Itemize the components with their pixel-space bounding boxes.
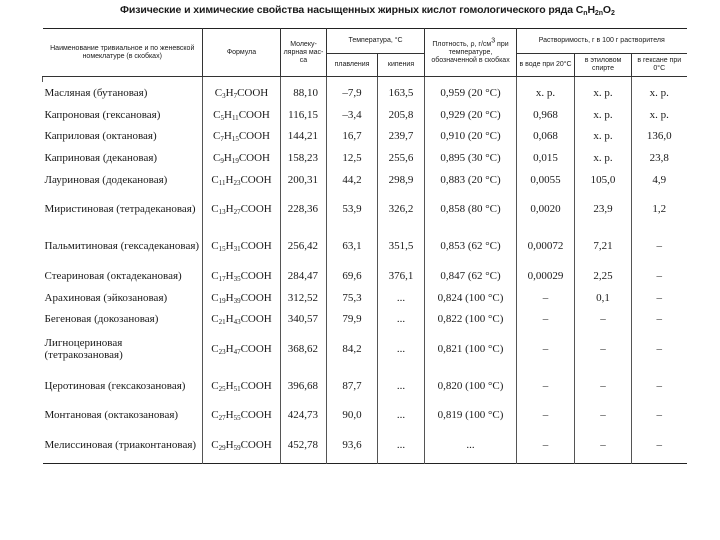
cell-melting: 75,3	[327, 287, 378, 309]
cell-sol-hexane: х. р.	[632, 104, 687, 126]
cell-mass: 452,78	[281, 426, 327, 464]
cell-sol-ethanol: –	[575, 330, 632, 367]
cell-melting: –7,9	[327, 82, 378, 104]
cell-formula: $C_7H_{15}COOH$	[203, 126, 281, 148]
cell-name: Миристиновая (тетрадекановая)	[44, 203, 196, 216]
cell-sol-hexane: 23,8	[632, 147, 687, 169]
cell-density: 0,883 (20 °С)	[425, 169, 517, 191]
cell-formula: $C_5H_{11}COOH$	[203, 104, 281, 126]
cell-boiling: ...	[378, 287, 425, 309]
table-row	[43, 147, 687, 169]
cell-formula: $C_{11}H_{23}COOH$	[203, 169, 281, 191]
table-row	[43, 287, 687, 309]
cell-mass: 424,73	[281, 404, 327, 426]
cell-name: Церотиновая (гексакозановая)	[44, 379, 186, 392]
table-row	[43, 82, 687, 104]
cell-boiling: ...	[378, 404, 425, 426]
cell-melting: 69,6	[327, 265, 378, 287]
cell-melting: 44,2	[327, 169, 378, 191]
header-solubility: Растворимость, г в 100 г растворителя	[517, 29, 687, 54]
cell-formula: $C_{29}H_{59}COOH$	[203, 426, 281, 464]
cell-boiling: 376,1	[378, 265, 425, 287]
cell-sol-hexane: –	[632, 426, 687, 464]
cell-boiling: 205,8	[378, 104, 425, 126]
cell-sol-hexane: 4,9	[632, 169, 687, 191]
cell-boiling: ...	[378, 426, 425, 464]
cell-density: 0,853 (62 °С)	[425, 228, 517, 265]
cell-sol-water: 0,0020	[517, 191, 575, 228]
cell-boiling: 255,6	[378, 147, 425, 169]
cell-sol-water: –	[517, 367, 575, 404]
cell-sol-ethanol: 2,25	[575, 265, 632, 287]
table-row	[43, 191, 687, 228]
cell-sol-ethanol: х. р.	[575, 147, 632, 169]
cell-sol-ethanol: 0,1	[575, 287, 632, 309]
cell-sol-water: х. р.	[517, 82, 575, 104]
cell-name: Лауриновая (додекановая)	[44, 174, 168, 187]
cell-mass: 340,57	[281, 309, 327, 331]
table-title: Физические и химические свойства насыщенных жирных кислот гомологического ряда CnH2nO2	[120, 4, 615, 17]
cell-density: 0,819 (100 °С)	[425, 404, 517, 426]
cell-sol-hexane: –	[632, 309, 687, 331]
cell-boiling: 326,2	[378, 191, 425, 228]
cell-density: 0,847 (62 °С)	[425, 265, 517, 287]
cell-density: 0,824 (100 °С)	[425, 287, 517, 309]
cell-sol-hexane: х. р.	[632, 82, 687, 104]
cell-boiling: 163,5	[378, 82, 425, 104]
cell-mass: 396,68	[281, 367, 327, 404]
cell-mass: 200,31	[281, 169, 327, 191]
cell-melting: 79,9	[327, 309, 378, 331]
cell-name: Каприновая (декановая)	[44, 152, 158, 165]
cell-name: Капроновая (гексановая)	[44, 108, 161, 121]
table-row	[43, 228, 687, 265]
cell-sol-ethanol: 7,21	[575, 228, 632, 265]
table-row	[43, 126, 687, 148]
cell-density: 0,895 (30 °С)	[425, 147, 517, 169]
cell-sol-ethanol: х. р.	[575, 104, 632, 126]
cell-sol-water: 0,068	[517, 126, 575, 148]
cell-name: Бегеновая (докозановая)	[44, 313, 159, 326]
cell-sol-ethanol: х. р.	[575, 82, 632, 104]
cell-sol-hexane: –	[632, 228, 687, 265]
cell-melting: –3,4	[327, 104, 378, 126]
header-name: Наименование тривиальное и по женевской номеклатуре (в скобках)	[43, 29, 203, 77]
cell-formula: $C_{25}H_{51}COOH$	[203, 367, 281, 404]
cell-density: ...	[425, 426, 517, 464]
header-melting: плавления	[327, 54, 378, 77]
header-boiling: кипения	[378, 54, 425, 77]
cell-boiling: ...	[378, 330, 425, 367]
header-sol-ethanol: в этиловом спирте	[575, 54, 632, 77]
cell-mass: 158,23	[281, 147, 327, 169]
cell-formula: $C_{13}H_{27}COOH$	[203, 191, 281, 228]
cell-mass: 284,47	[281, 265, 327, 287]
cell-melting: 87,7	[327, 367, 378, 404]
cell-formula: $C_{19}H_{39}COOH$	[203, 287, 281, 309]
cell-density: 0,959 (20 °С)	[425, 82, 517, 104]
cell-formula: $C_{17}H_{35}COOH$	[203, 265, 281, 287]
header-mass: Молеку-лярная мас-са	[281, 29, 327, 77]
cell-sol-hexane: –	[632, 330, 687, 367]
table-row	[43, 426, 687, 464]
cell-boiling: 351,5	[378, 228, 425, 265]
cell-density: 0,820 (100 °С)	[425, 367, 517, 404]
cell-mass: 256,42	[281, 228, 327, 265]
table-row	[43, 404, 687, 426]
cell-density: 0,910 (20 °С)	[425, 126, 517, 148]
cell-sol-hexane: –	[632, 265, 687, 287]
cell-boiling: 239,7	[378, 126, 425, 148]
cell-sol-ethanol: х. р.	[575, 126, 632, 148]
cell-mass: 228,36	[281, 191, 327, 228]
header-temperature: Температура, °С	[327, 29, 425, 54]
cell-density: 0,822 (100 °С)	[425, 309, 517, 331]
table-row	[43, 169, 687, 191]
cell-sol-ethanol: –	[575, 426, 632, 464]
header-sol-hexane: в гексане при 0°С	[632, 54, 687, 77]
table-row	[43, 104, 687, 126]
header-sol-water: в воде при 20°С	[517, 54, 575, 77]
cell-melting: 93,6	[327, 426, 378, 464]
cell-boiling: 298,9	[378, 169, 425, 191]
cell-sol-hexane: 136,0	[632, 126, 687, 148]
cell-name: Арахиновая (эйкозановая)	[44, 291, 168, 304]
cell-sol-water: –	[517, 309, 575, 331]
cell-name: Стеариновая (октадекановая)	[44, 269, 182, 282]
cell-sol-ethanol: 23,9	[575, 191, 632, 228]
cell-name: Монтановая (октакозановая)	[44, 409, 179, 422]
cell-mass: 312,52	[281, 287, 327, 309]
header-density: Плотность, ρ, $г/см^3$ при температуре, обозначенной в скобках	[425, 29, 517, 77]
cell-sol-water: –	[517, 404, 575, 426]
cell-sol-water: –	[517, 426, 575, 464]
cell-name: Каприловая (октановая)	[44, 130, 157, 143]
cell-sol-ethanol: –	[575, 309, 632, 331]
cell-sol-hexane: 1,2	[632, 191, 687, 228]
cell-density: 0,821 (100 °С)	[425, 330, 517, 367]
cell-density: 0,929 (20 °С)	[425, 104, 517, 126]
cell-boiling: ...	[378, 367, 425, 404]
fatty-acids-table	[42, 28, 687, 464]
cell-mass: 88,10	[281, 82, 327, 104]
cell-formula: $C_{15}H_{31}COOH$	[203, 228, 281, 265]
cell-sol-water: –	[517, 287, 575, 309]
cell-name: Лигноцериновая (тетракозановая)	[44, 336, 123, 361]
cell-sol-water: 0,968	[517, 104, 575, 126]
cell-sol-ethanol: –	[575, 404, 632, 426]
cell-sol-water: 0,0055	[517, 169, 575, 191]
cell-sol-water: 0,00072	[517, 228, 575, 265]
cell-melting: 84,2	[327, 330, 378, 367]
cell-melting: 53,9	[327, 191, 378, 228]
cell-sol-ethanol: –	[575, 367, 632, 404]
cell-formula: $C_{23}H_{47}COOH$	[203, 330, 281, 367]
cell-formula: $C_{21}H_{43}COOH$	[203, 309, 281, 331]
cell-formula: $C_{27}H_{55}COOH$	[203, 404, 281, 426]
cell-name: Пальмитиновая (гексадекановая)	[44, 240, 200, 253]
cell-melting: 16,7	[327, 126, 378, 148]
cell-mass: 116,15	[281, 104, 327, 126]
table-row	[43, 367, 687, 404]
cell-formula: $C_9H_{19}COOH$	[203, 147, 281, 169]
cell-sol-water: 0,015	[517, 147, 575, 169]
table-row	[43, 265, 687, 287]
cell-sol-ethanol: 105,0	[575, 169, 632, 191]
cell-sol-hexane: –	[632, 287, 687, 309]
cell-melting: 90,0	[327, 404, 378, 426]
table-row	[43, 309, 687, 331]
cell-melting: 63,1	[327, 228, 378, 265]
cell-formula: $C_3H_7COOH$	[203, 82, 281, 104]
cell-melting: 12,5	[327, 147, 378, 169]
cell-sol-water: –	[517, 330, 575, 367]
cell-sol-water: 0,00029	[517, 265, 575, 287]
cell-sol-hexane: –	[632, 404, 687, 426]
table-row	[43, 330, 687, 367]
cell-sol-hexane: –	[632, 367, 687, 404]
table-body	[43, 77, 687, 464]
cell-boiling: ...	[378, 309, 425, 331]
cell-mass: 368,62	[281, 330, 327, 367]
cell-density: 0,858 (80 °С)	[425, 191, 517, 228]
cell-mass: 144,21	[281, 126, 327, 148]
cell-name: Масляная (бутановая)	[44, 86, 148, 99]
header-formula: Формула	[203, 29, 281, 77]
cell-name: Мелиссиновая (триаконтановая)	[44, 438, 197, 451]
